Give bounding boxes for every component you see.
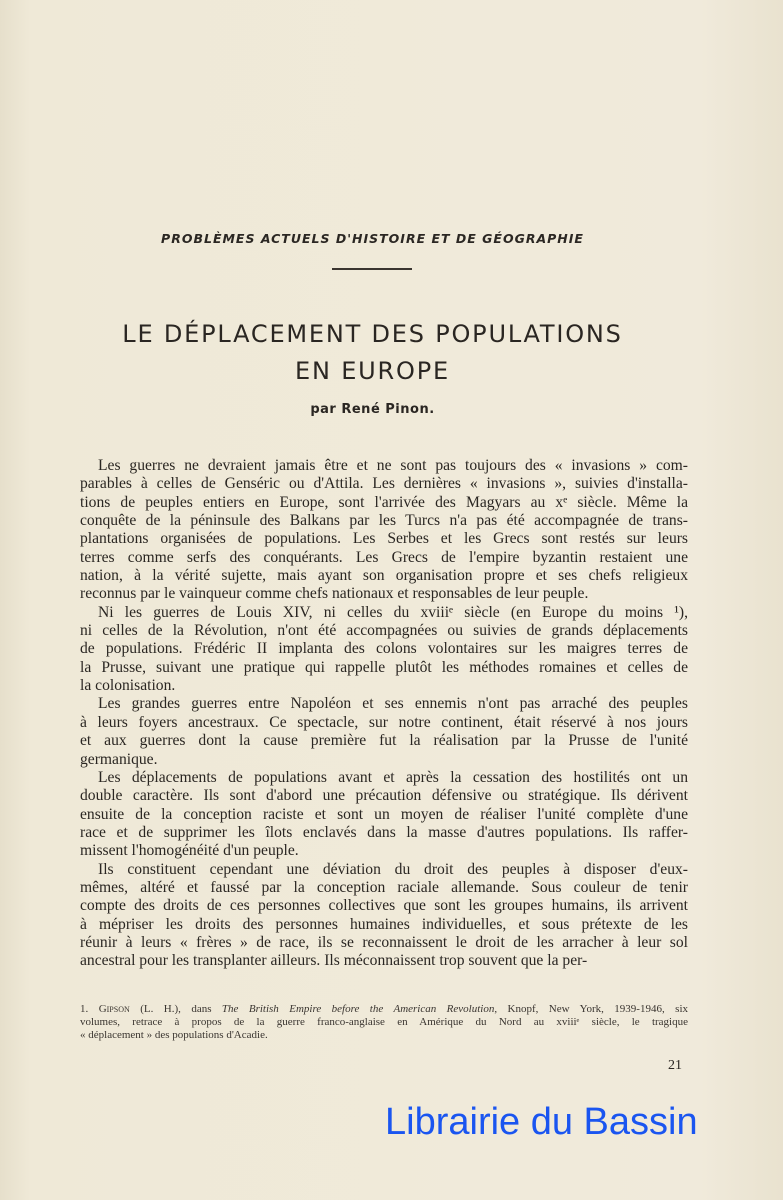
body-line: conquête de la péninsule des Balkans par les Turcs n'a pas été accompagnée de trans- bbox=[80, 512, 688, 530]
body-line: missent l'homogénéité d'un peuple. bbox=[80, 842, 299, 860]
body-line: tions de peuples entiers en Europe, sont l'arrivée des Magyars au xᵉ siècle. Même la bbox=[80, 493, 688, 511]
footnote-book-title: The British Empire before the American Revolution bbox=[221, 1003, 495, 1015]
paragraph bbox=[80, 604, 688, 696]
body-line: ni celles de la Révolution, n'ont été accompagnées ou suivies de grands déplacements bbox=[80, 622, 688, 640]
body-line: Ils constituent cependant une déviation du droit des peuples à disposer d'eux- bbox=[98, 860, 688, 878]
article-title bbox=[0, 316, 745, 390]
body-line: et aux guerres dont la cause première fut la réalisation par la Prusse de l'unité bbox=[80, 732, 688, 750]
body-line: race et de supprimer les îlots enclavés dans la masse d'autres populations. Ils raffer- bbox=[80, 823, 688, 841]
article-body bbox=[80, 457, 688, 971]
body-line: Ni les guerres de Louis XIV, ni celles du xviiiᵉ siècle (en Europe du moins ¹), bbox=[98, 603, 688, 621]
paragraph bbox=[80, 457, 688, 604]
divider-rule bbox=[332, 268, 412, 270]
body-line: ensuite de la conception raciste et sont un moyen de réaliser l'unité complète d'une bbox=[80, 805, 688, 823]
footnote-line bbox=[80, 1003, 688, 1016]
footnote-author: Gipson bbox=[98, 1003, 130, 1015]
body-line: à mépriser les droits des personnes humaines individuelles, et sous prétexte de les bbox=[80, 915, 688, 933]
body-line: Les guerres ne devraient jamais être et ne sont pas toujours des « invasions » com- bbox=[98, 457, 688, 474]
body-line: de populations. Frédéric II implanta des colons volontaires sur les maigres terres de bbox=[80, 640, 688, 658]
body-line: à leurs foyers ancestraux. Ce spectacle, sur notre continent, était réservé à nos jours bbox=[80, 713, 688, 731]
footnote-line: volumes, retrace à propos de la guerre franco-anglaise en Amérique du Nord au xviiiᵉ siècle, le tragique bbox=[80, 1016, 688, 1028]
body-line: nation, à la vérité sujette, mais ayant son organisation propre et ses chefs religieux bbox=[80, 567, 688, 585]
paragraph bbox=[80, 695, 688, 768]
body-line: Les grandes guerres entre Napoléon et ses ennemis n'ont pas arraché des peuples bbox=[98, 695, 688, 713]
section-rubric: PROBLÈMES ACTUELS D'HISTOIRE ET DE GÉOGRAPHIE bbox=[161, 231, 584, 246]
footnote-line: « déplacement » des populations d'Acadie. bbox=[80, 1029, 268, 1041]
body-line: ancestral pour les transplanter ailleurs. Ils méconnaissent trop souvent que la per- bbox=[80, 952, 588, 970]
title-line: EN EUROPE bbox=[295, 357, 450, 385]
footnote-number: 1. bbox=[80, 1003, 89, 1015]
title-line: LE DÉPLACEMENT DES POPULATIONS bbox=[122, 320, 623, 348]
page-number: 21 bbox=[668, 1058, 682, 1073]
body-line: compte des droits de ces personnes collectives que sont les groupes humains, ils arrivent bbox=[80, 897, 688, 915]
body-line: parables à celles de Genséric ou d'Attila. Les dernières « invasions », suivies d'installa- bbox=[80, 475, 688, 493]
paragraph bbox=[80, 769, 688, 861]
footnote-text: , Knopf, New York, 1939-1946, six bbox=[494, 1003, 688, 1015]
footnote-text: (L. H.), dans bbox=[129, 1003, 222, 1015]
body-line: réunir à leurs « frères » de race, ils se reconnaissent le droit de les arracher à leur sol bbox=[80, 933, 688, 951]
footnote bbox=[80, 1003, 688, 1042]
body-line: la colonisation. bbox=[80, 677, 176, 695]
byline: par René Pinon. bbox=[310, 402, 435, 417]
paragraph bbox=[80, 861, 688, 971]
body-line: plantations organisées de populations. Les Serbes et les Grecs sont restés sur leurs bbox=[80, 530, 688, 548]
watermark: Librairie du Bassin bbox=[385, 1101, 698, 1143]
body-line: reconnus par le vainqueur comme chefs nationaux et responsables de leur peuple. bbox=[80, 585, 589, 603]
body-line: terres comme serfs des conquérants. Les Grecs de l'empire byzantin restaient une bbox=[80, 548, 688, 566]
body-line: mêmes, altéré et faussé par la conception raciale allemande. Sous couleur de tenir bbox=[80, 878, 688, 896]
body-line: Les déplacements de populations avant et après la cessation des hostilités ont un bbox=[98, 768, 688, 786]
body-line: double caractère. Ils sont d'abord une précaution défensive ou stratégique. Ils dérivent bbox=[80, 787, 688, 805]
body-line: germanique. bbox=[80, 750, 158, 768]
body-line: la Prusse, suivant une pratique qui rappelle plutôt les méthodes romaines et celles de bbox=[80, 658, 688, 676]
